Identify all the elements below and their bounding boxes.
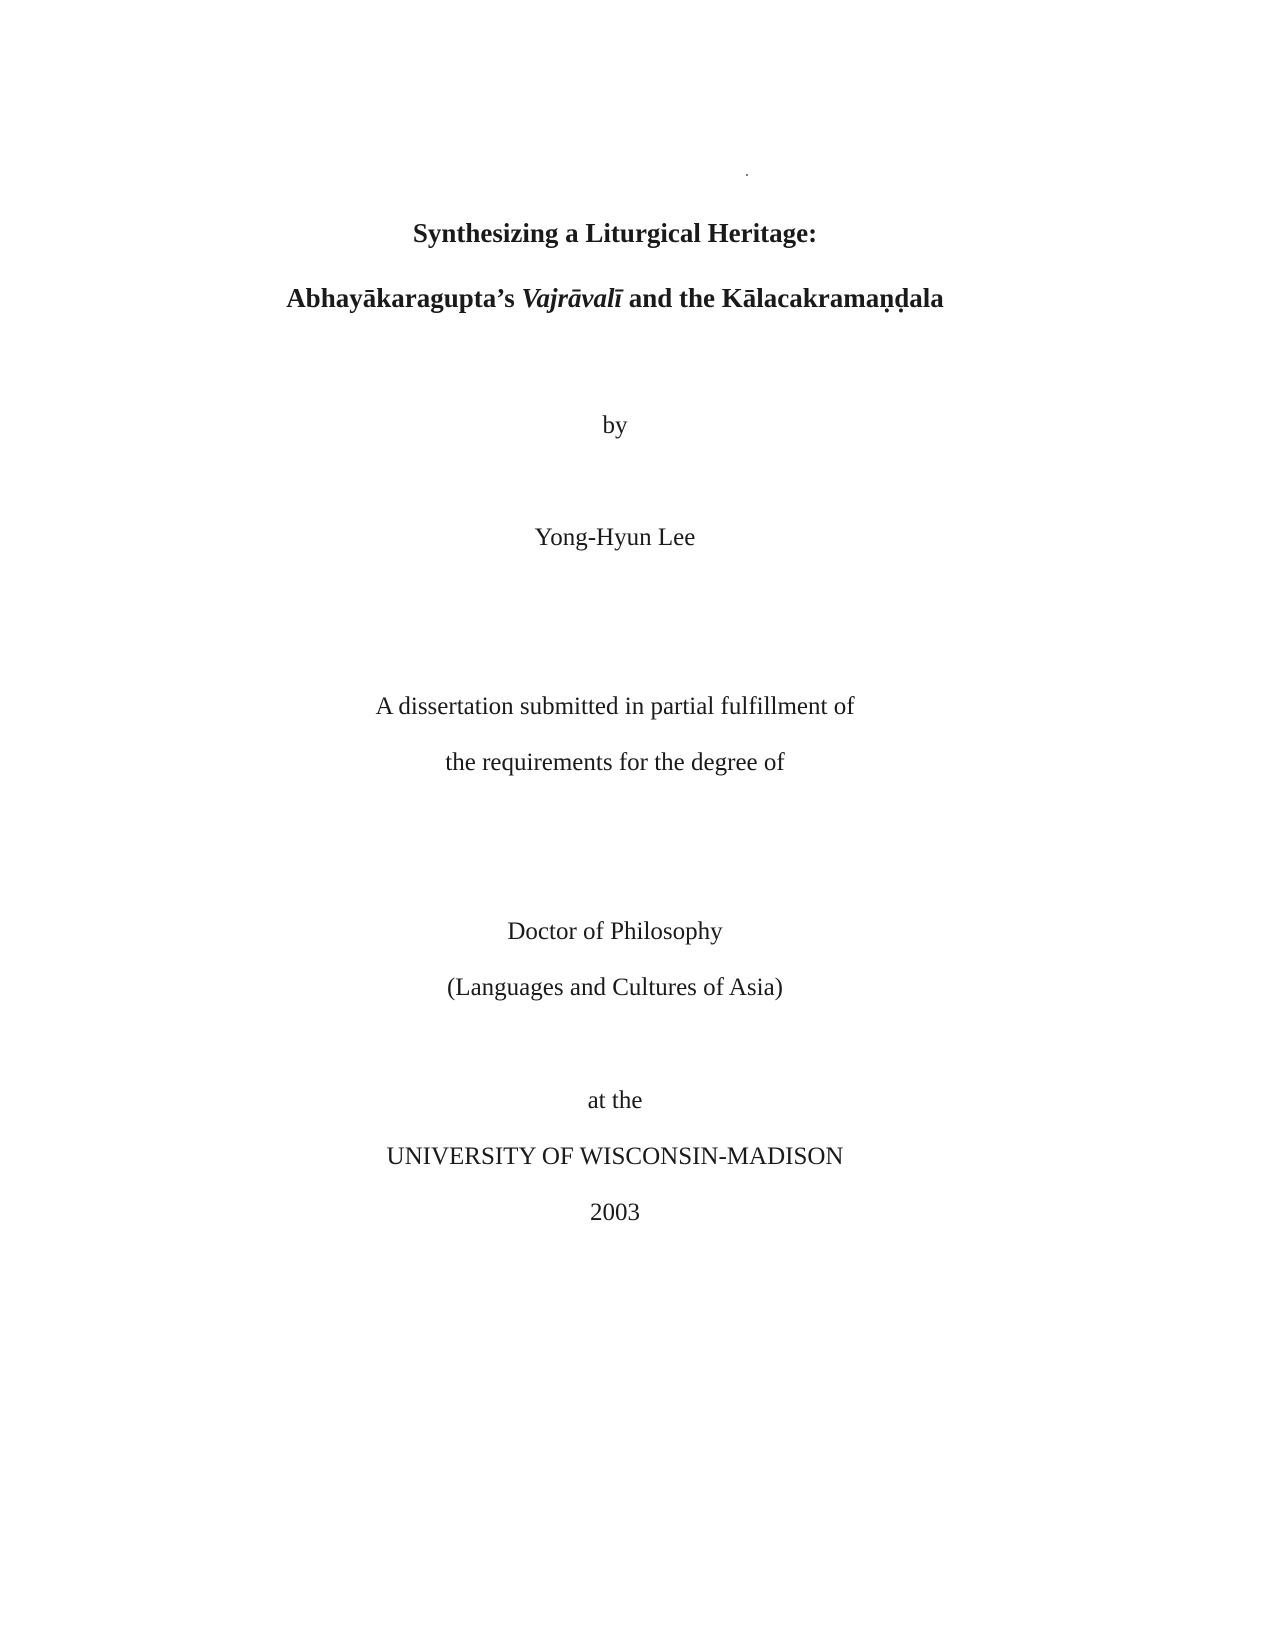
institution-name: UNIVERSITY OF WISCONSIN-MADISON (386, 1143, 844, 1170)
title-line-2 (0, 283, 1230, 313)
title-subtitle-italic: Vajrāvalī (521, 283, 623, 313)
submission-line-2: the requirements for the degree of (445, 749, 785, 776)
by-label: by (602, 412, 628, 439)
title-subtitle-suffix: and the Kālacakramaṇḍala (622, 283, 944, 313)
submission-line-1: A dissertation submitted in partial fulfillment of (375, 693, 855, 720)
title-line-1 (0, 218, 1230, 248)
degree-field: (Languages and Cultures of Asia) (446, 974, 784, 1001)
author-name: Yong-Hyun Lee (534, 524, 696, 551)
year: 2003 (590, 1199, 640, 1226)
title-subtitle-prefix: Abhayākaragupta’s (286, 283, 522, 313)
institution-prefix: at the (587, 1087, 643, 1114)
degree-name: Doctor of Philosophy (507, 918, 723, 945)
title-main: Synthesizing a Liturgical Heritage: (412, 218, 818, 248)
scan-speck (746, 174, 748, 176)
